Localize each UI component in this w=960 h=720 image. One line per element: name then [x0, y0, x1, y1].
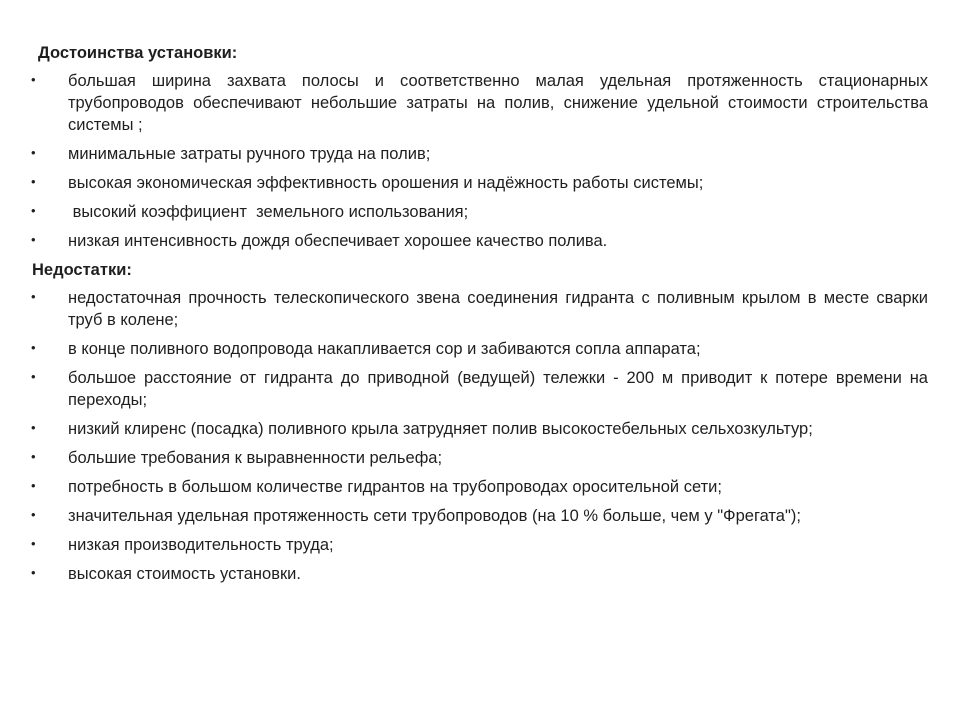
list-item: [28, 534, 928, 556]
list-item-text: большое расстояние от гидранта до приводной (ведущей) тележки - 200 м приводит к потере времени на переходы;: [68, 369, 928, 409]
list-item-text: минимальные затраты ручного труда на полив;: [68, 145, 431, 163]
list-item-text: в конце поливного водопровода накапливается сор и забиваются сопла аппарата;: [68, 340, 701, 358]
bullet-icon: •: [31, 449, 36, 464]
bullet-icon: •: [31, 232, 36, 247]
advantages-heading: Достоинства установки:: [38, 44, 238, 62]
list-item-text: большие требования к выравненности рельефа;: [68, 449, 443, 467]
bullet-icon: •: [31, 145, 36, 160]
list-item-text: высокий коэффициент земельного использования;: [68, 203, 469, 221]
advantages-list: [28, 70, 928, 252]
bullet-icon: •: [31, 174, 36, 189]
list-item-text: большая ширина захвата полосы и соответственно малая удельная протяженность стационарных трубопроводов обеспечивают небольшие затраты на полив, снижение удельной стоимости строительства системы ;: [68, 72, 928, 134]
bullet-icon: •: [31, 203, 36, 218]
disadvantages-list: [28, 287, 928, 585]
list-item: [28, 505, 928, 527]
list-item-text: высокая стоимость установки.: [68, 565, 301, 583]
list-item-text: низкая производительность труда;: [68, 536, 334, 554]
list-item-text: значительная удельная протяженность сети трубопроводов (на 10 % больше, чем у "Фрегата");: [68, 507, 801, 525]
list-item: [28, 563, 928, 585]
list-item: [28, 287, 928, 331]
slide-content: [28, 42, 928, 592]
bullet-icon: •: [31, 507, 36, 522]
bullet-icon: •: [31, 478, 36, 493]
bullet-icon: •: [31, 340, 36, 355]
bullet-icon: •: [31, 289, 36, 304]
bullet-icon: •: [31, 369, 36, 384]
bullet-icon: •: [31, 536, 36, 551]
list-item: [28, 70, 928, 136]
list-item-text: недостаточная прочность телескопического звена соединения гидранта с поливным крылом в месте сварки труб в колене;: [68, 289, 928, 329]
list-item: [28, 447, 928, 469]
bullet-icon: •: [31, 420, 36, 435]
bullet-icon: •: [31, 565, 36, 580]
list-item: [28, 418, 928, 440]
list-item: [28, 338, 928, 360]
list-item: [28, 476, 928, 498]
list-item: [28, 367, 928, 411]
list-item-text: потребность в большом количестве гидрантов на трубопроводах оросительной сети;: [68, 478, 722, 496]
list-item: [28, 230, 928, 252]
list-item: [28, 201, 928, 223]
list-item-text: высокая экономическая эффективность орошения и надёжность работы системы;: [68, 174, 704, 192]
list-item: [28, 143, 928, 165]
disadvantages-heading: Недостатки:: [32, 261, 132, 279]
list-item-text: низкий клиренс (посадка) поливного крыла затрудняет полив высокостебельных сельхозкультур;: [68, 420, 813, 438]
list-item: [28, 172, 928, 194]
list-item-text: низкая интенсивность дождя обеспечивает хорошее качество полива.: [68, 232, 608, 250]
bullet-icon: •: [31, 72, 36, 87]
